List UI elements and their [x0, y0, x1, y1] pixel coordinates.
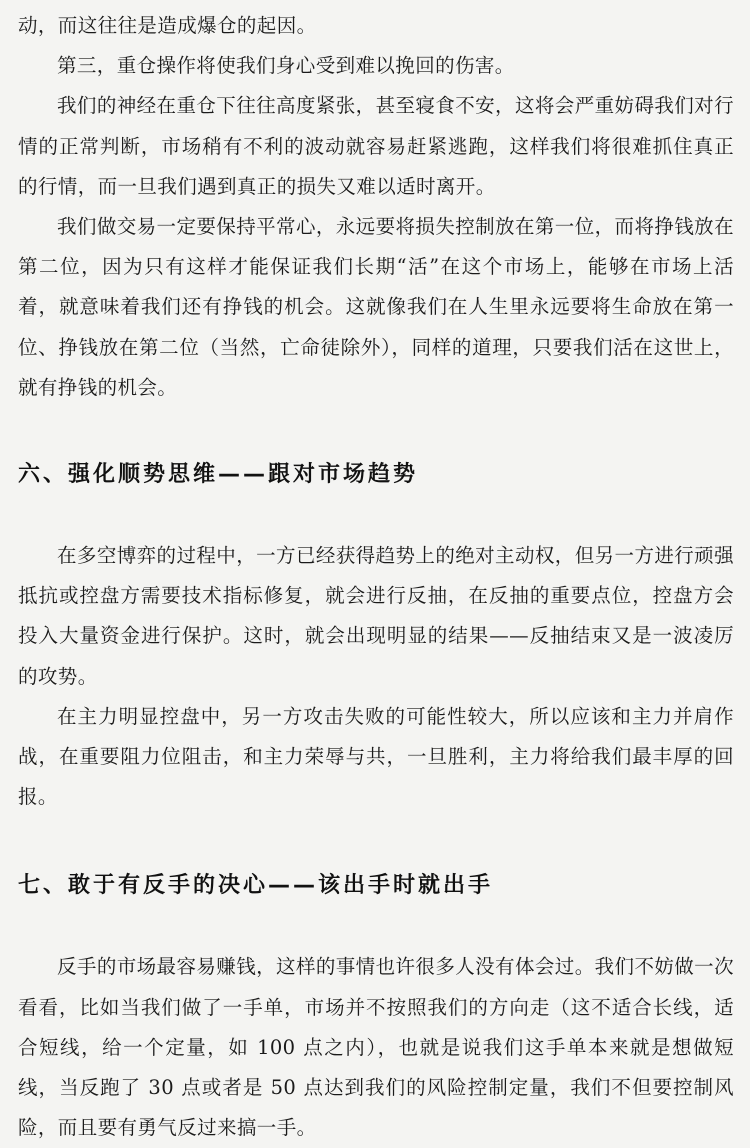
section-six-heading: 六、强化顺势思维——跟对市场趋势 — [18, 462, 419, 488]
paragraph-trading-mindset: 我们做交易一定要保持平常心，永远要将损失控制放在第一位，而将挣钱放在第二位，因为只有这样才能保证我们长期“活”在这个市场上，能够在市场上活着，就意味着我们还有挣钱的机会。这就像我们在人生里永远要将生命放在第一位、挣钱放在第二位（当然，亡命徒除外），同样的道理，只要我们活在这世上，就有挣钱的机会。 — [18, 215, 734, 399]
section-six-paragraph: 在主力明显控盘中，另一方攻击失败的可能性较大，所以应该和主力并肩作战，在重要阻力位阻击，和主力荣辱与共，一旦胜利，主力将给我们最丰厚的回报。 — [18, 704, 734, 809]
section-seven-heading: 七、敢于有反手的决心——该出手时就出手 — [18, 873, 494, 899]
paragraph-point-three: 第三，重仓操作将使我们身心受到难以挽回的伤害。 — [57, 54, 515, 78]
section-seven-paragraph: 反手的市场最容易赚钱，这样的事情也许很多人没有体会过。我们不妨做一次看看，比如当我们做了一手单，市场并不按照我们的方向走（这不适合长线，适合短线，给一个定量，如 100 点之内），也就是说我们这手单本来就是想做短线，当反跑了 30 点或者是 50 点达到我们的风险控制定量，我们不但要控制风险，而且要有勇气反过来搞一手。 — [18, 955, 734, 1140]
paragraph-continuation: 动，而这往往是造成爆仓的起因。 — [18, 14, 317, 37]
paragraph-nerves: 我们的神经在重仓下往往高度紧张，甚至寝食不安，这将会严重妨碍我们对行情的正常判断，市场稍有不利的波动就容易赶紧逃跑，这样我们将很难抓住真正的行情，而一旦我们遇到真正的损失又难以适时离开。 — [18, 94, 734, 198]
section-six-paragraph: 在多空博弈的过程中，一方已经获得趋势上的绝对主动权，但另一方进行顽强抵抗或控盘方需要技术指标修复，就会进行反抽，在反抽的重要点位，控盘方会投入大量资金进行保护。这时，就会出现明显的结果——反抽结束又是一波凌厉的攻势。 — [18, 544, 734, 688]
